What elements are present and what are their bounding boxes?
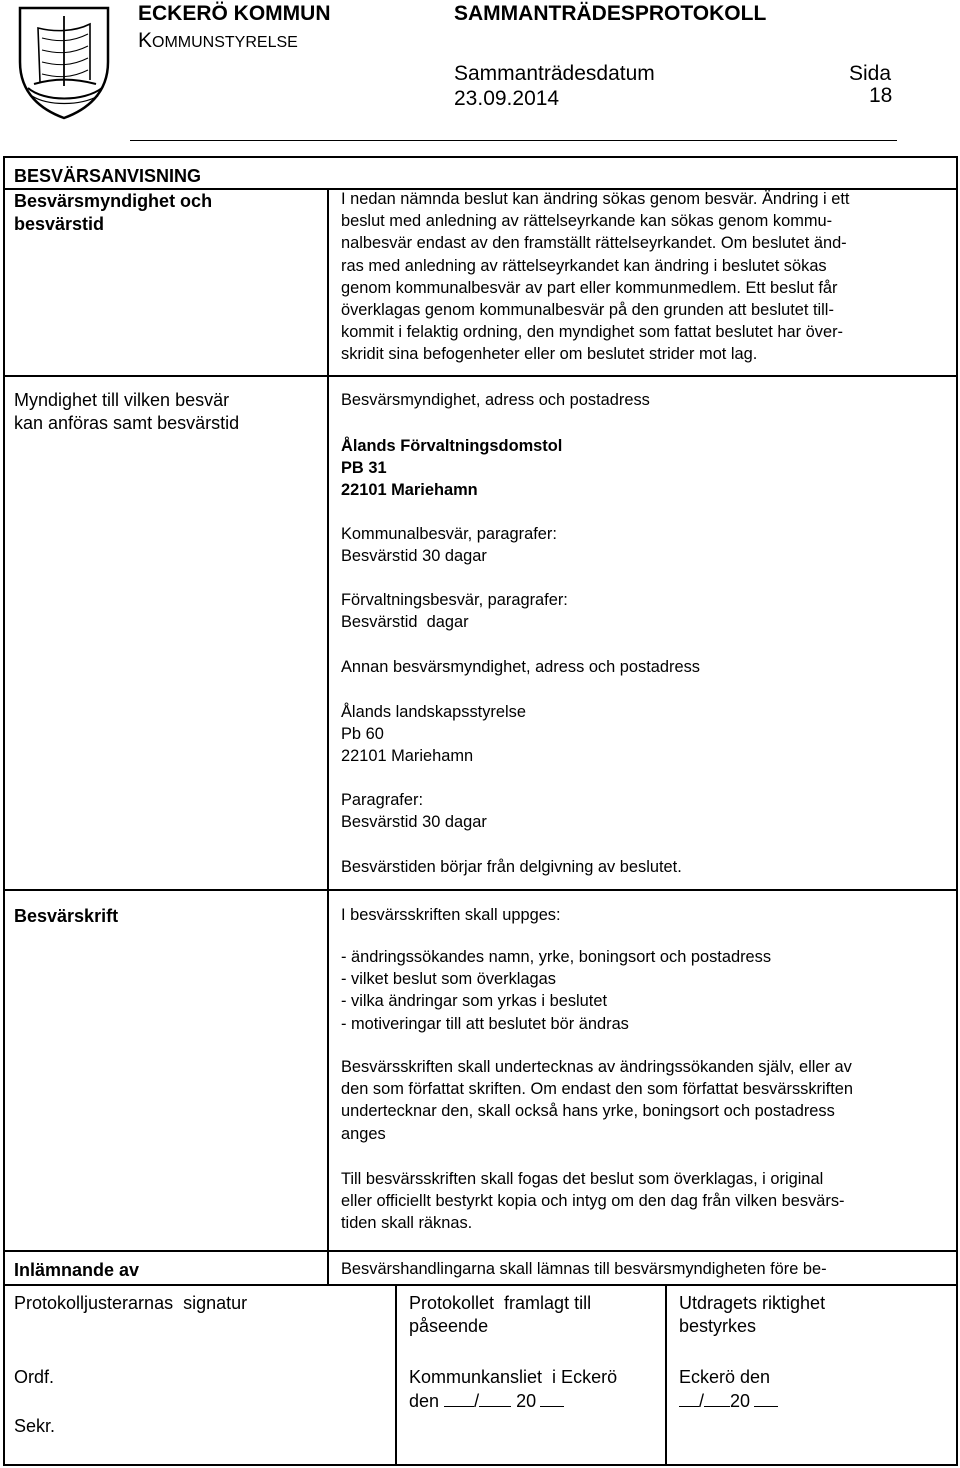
date-den: den (409, 1391, 440, 1411)
other-authority-address (341, 701, 526, 768)
attach-line: tiden skall räknas. (341, 1214, 473, 1233)
appeal-intro: I besvärsskriften skall uppges: (341, 906, 561, 924)
list-item: - ändringssökandes namn, yrke, boningsort och postadress (341, 948, 772, 966)
intro-line: ras med anledning av rättelseyrkandet kan ändring i beslutet sökas (341, 256, 827, 275)
year-blank (540, 1390, 564, 1407)
footer-posted-title-line: påseende (409, 1316, 489, 1336)
document-type: SAMMANTRÄDESPROTOKOLL (454, 2, 767, 25)
footer-posted-title (409, 1292, 591, 1338)
admin-appeal (341, 589, 568, 633)
footer-chair-label: Ordf. (14, 1367, 55, 1387)
attach-line: eller officiellt bestyrkt kopia och intyg om den dag från vilken besvärs- (341, 1192, 845, 1211)
submission-text: Besvärshandlingarna skall lämnas till besvärsmyndigheten före be- (341, 1260, 827, 1278)
list-item: - vilka ändringar som yrkas i beslutet (341, 992, 607, 1011)
footer-certified-title (679, 1292, 825, 1338)
other-authority-city: 22101 Mariehamn (341, 747, 474, 766)
column-divider (327, 188, 329, 1284)
label-line: Myndighet till vilken besvär (14, 390, 230, 410)
day-blank (444, 1390, 474, 1407)
label-line: besvärstid (14, 214, 105, 234)
signing-line: den som författat skriften. Om endast den som författat besvärsskriften (341, 1080, 853, 1099)
row-divider-3 (3, 889, 958, 891)
date-slash: / (699, 1391, 705, 1411)
admin-appeal-time: Besvärstid dagar (341, 613, 469, 632)
table-left-border (3, 156, 5, 1466)
table-top-border (3, 156, 958, 158)
year-blank (754, 1390, 778, 1407)
label-line: Besvärsmyndighet och (14, 191, 213, 211)
intro-line: överklagas genom kommunalbesvär på den grunden att beslutet till- (341, 301, 834, 320)
signing-line: undertecknar den, skall också hans yrke, boningsort och postadress (341, 1102, 835, 1121)
court-box: PB 31 (341, 459, 387, 478)
section-title: BESVÄRSANVISNING (14, 166, 202, 186)
list-item: - motiveringar till att beslutet bör ändras (341, 1014, 629, 1033)
row-divider-4 (3, 1250, 958, 1252)
other-appeal-label: Paragrafer: (341, 791, 423, 809)
date-slash: / (474, 1391, 480, 1411)
viking-ship-crest-icon (14, 2, 114, 120)
other-authority-heading: Annan besvärsmyndighet, adress och postadress (341, 658, 700, 676)
list-item: - vilket beslut som överklagas (341, 970, 556, 989)
court-city: 22101 Mariehamn (341, 481, 478, 500)
label-line: kan anföras samt besvärstid (14, 413, 240, 433)
intro-line: skridit sina befogenheter eller om beslutet strider mot lag. (341, 345, 758, 364)
appeal-requirements-list (341, 946, 771, 1035)
label-appeal-document: Besvärskrift (14, 906, 119, 926)
municipal-appeal (341, 523, 557, 567)
row-divider-5 (3, 1284, 958, 1286)
court-address (341, 435, 562, 502)
other-authority-name: Ålands landskapsstyrelse (341, 703, 526, 721)
intro-line: I nedan nämnda beslut kan ändring sökas genom besvär. Ändring i ett (341, 190, 850, 208)
footer-posted-title-line: Protokollet framlagt till (409, 1293, 592, 1313)
table-right-border (956, 156, 958, 1466)
label-where-to-file (14, 389, 239, 435)
footer-signature-title: Protokolljusterarnas signatur (14, 1293, 248, 1313)
date-year: 20 (516, 1391, 537, 1411)
admin-appeal-label: Förvaltningsbesvär, paragrafer: (341, 591, 568, 609)
footer-secretary-label: Sekr. (14, 1416, 56, 1436)
footer-divider-1 (395, 1284, 397, 1464)
municipal-appeal-time: Besvärstid 30 dagar (341, 547, 487, 566)
intro-paragraph (341, 188, 849, 366)
footer-posted-date (409, 1390, 564, 1413)
other-appeal (341, 789, 487, 833)
other-appeal-time: Besvärstid 30 dagar (341, 813, 487, 832)
footer-divider-2 (665, 1284, 667, 1464)
footer-certified-place: Eckerö den (679, 1367, 771, 1387)
day-blank (679, 1390, 699, 1407)
meeting-date-label: Sammanträdesdatum (454, 62, 655, 85)
board-name-initial: K (138, 29, 153, 52)
municipality-name: ECKERÖ KOMMUN (138, 2, 331, 25)
page-label: Sida (849, 62, 892, 85)
signing-line: anges (341, 1124, 386, 1143)
footer-posted-place: Kommunkansliet i Eckerö (409, 1367, 618, 1387)
row-divider-2 (3, 375, 958, 377)
signing-line: Besvärsskriften skall undertecknas av ändringssökanden själv, eller av (341, 1058, 852, 1076)
intro-line: kommit i felaktig ordning, den myndighet som fattat beslutet har över- (341, 323, 843, 342)
meeting-date-value: 23.09.2014 (454, 87, 560, 110)
signing-paragraph (341, 1056, 853, 1145)
board-name (138, 29, 298, 53)
intro-line: genom kommunalbesvär av part eller kommunmedlem. Ett beslut får (341, 278, 838, 297)
page-number: 18 (869, 84, 893, 107)
attach-line: Till besvärsskriften skall fogas det beslut som överklagas, i original (341, 1170, 824, 1188)
month-blank (479, 1390, 511, 1407)
other-authority-box: Pb 60 (341, 725, 384, 744)
municipal-appeal-label: Kommunalbesvär, paragrafer: (341, 525, 557, 543)
municipal-crest (14, 2, 114, 120)
table-bottom-border (3, 1464, 958, 1466)
date-year: 20 (730, 1391, 751, 1411)
label-authority-and-time (14, 190, 212, 236)
footer-certified-date (679, 1390, 778, 1413)
appeal-start-note: Besvärstiden börjar från delgivning av beslutet. (341, 858, 682, 876)
footer-certified-title-line: bestyrkes (679, 1316, 757, 1336)
attachments-paragraph (341, 1168, 845, 1235)
header-rule (130, 140, 897, 141)
intro-line: beslut med anledning av rättelseyrkande kan sökas genom kommu- (341, 212, 833, 231)
court-name: Ålands Förvaltningsdomstol (341, 437, 563, 455)
label-submission: Inlämnande av (14, 1260, 140, 1280)
authority-heading: Besvärsmyndighet, adress och postadress (341, 391, 650, 409)
month-blank (704, 1390, 730, 1407)
board-name-rest: OMMUNSTYRELSE (152, 34, 298, 51)
intro-line: nalbesvär endast av den framställt rättelseyrkandet. Om beslutet änd- (341, 234, 847, 253)
footer-certified-title-line: Utdragets riktighet (679, 1293, 826, 1313)
